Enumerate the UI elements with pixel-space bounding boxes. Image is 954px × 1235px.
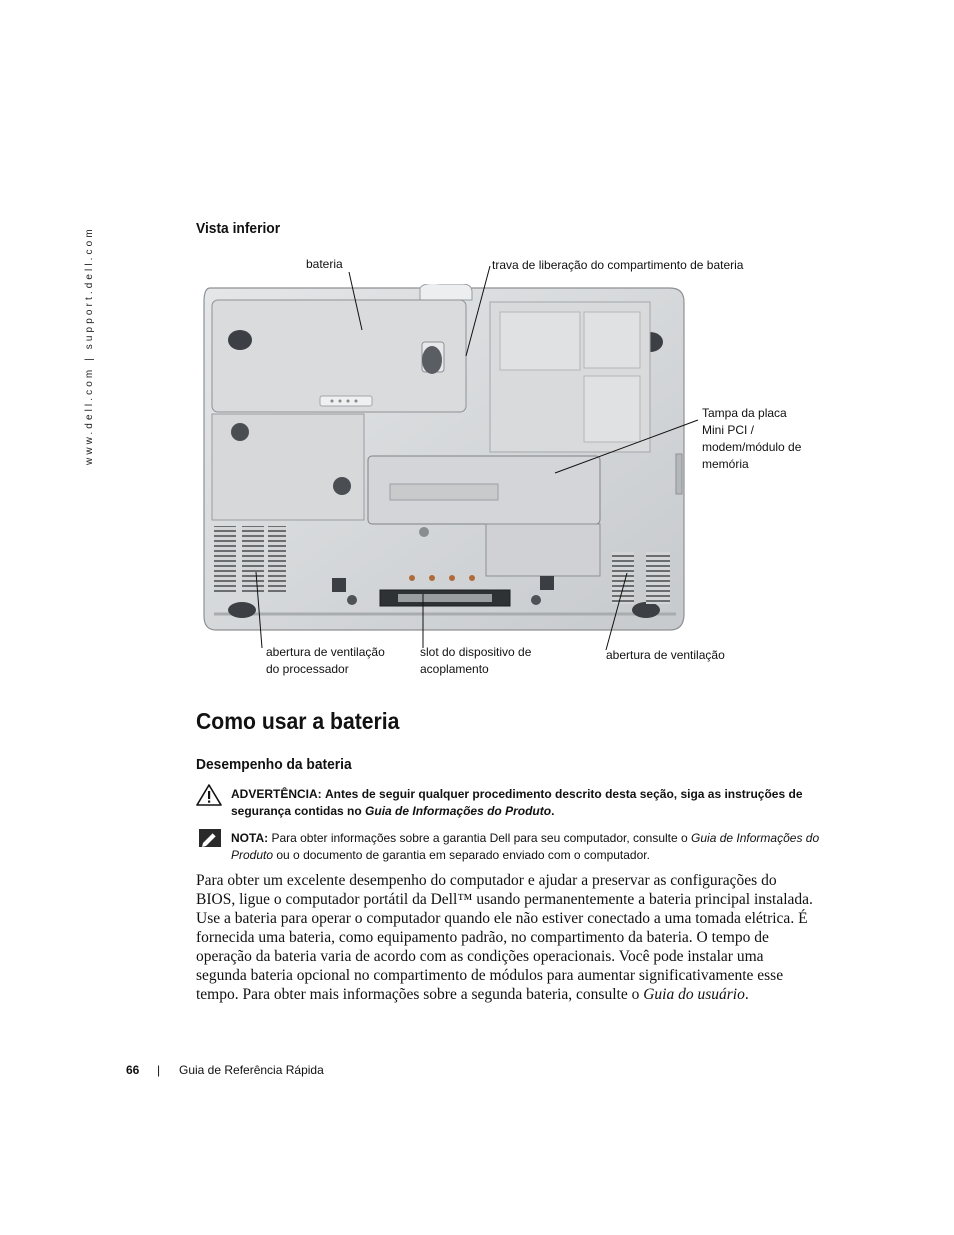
page-number-text: 66: [126, 1063, 140, 1077]
leader-latch: [466, 266, 490, 356]
footer-title: Guia de Referência Rápida: [179, 1063, 324, 1077]
note-doc-title: Guia de Informações do Produto: [231, 831, 820, 862]
note-body: Para obter informações sobre a garantia Dell para seu computador, consulte o: [271, 831, 688, 845]
leader-minipci: [555, 420, 698, 473]
note-text: [231, 830, 821, 864]
page-number: [126, 1063, 139, 1077]
callout-vent: abertura de ventilação: [606, 648, 725, 662]
paragraph-text: Para obter um excelente desempenho do computador e ajudar a preservar as configurações do BIOS, ligue o computador portátil da Dell™ usando permanentemente a bateria principal instalada. Use a bateria para operar o computador quando ele não estiver conectado a uma tomada elétrica. É fornecida uma bateria, como equipamento padrão, no compartimento da bateria. O tempo de operação da bateria varia de acordo com as condições operacionais. Você pode instalar uma segunda bateria opcional no compartimento de módulos para aumentar significativamente esse tempo. Para obter mais informações sobre a segunda bateria, consulte o: [196, 872, 813, 1003]
leader-cpu-vent: [256, 572, 262, 648]
callout-minipci-line4: memória: [702, 457, 749, 471]
body-paragraph: [196, 871, 816, 1004]
paragraph-end: .: [744, 986, 749, 1003]
callout-minipci: [702, 405, 801, 473]
note-label: NOTA:: [231, 831, 269, 845]
warning-doc-title: Guia de Informações do Produto: [365, 804, 552, 818]
side-url-text: www.dell.com | support.dell.com: [84, 226, 95, 465]
main-heading: Como usar a bateria: [196, 708, 400, 734]
callout-minipci-line2: Mini PCI /: [702, 423, 755, 437]
callout-cpu-vent-line2: do processador: [266, 662, 349, 676]
warning-icon: [196, 784, 222, 806]
callout-docking-slot: [420, 644, 531, 678]
callout-dock-line1: slot do dispositivo de: [420, 645, 532, 659]
callout-battery-latch: trava de liberação do compartimento de bateria: [492, 258, 744, 272]
note-pencil-icon: [198, 828, 222, 848]
warning-text: [231, 786, 821, 820]
leader-vent: [606, 573, 627, 650]
callout-battery: bateria: [306, 257, 343, 271]
callout-cpu-vent-line1: abertura de ventilação: [266, 645, 385, 659]
section-title: Vista inferior: [196, 220, 281, 237]
sub-heading: Desempenho da bateria: [196, 756, 352, 773]
paragraph-doc-title: Guia do usuário: [643, 986, 745, 1003]
leader-battery: [349, 272, 362, 330]
callout-dock-line2: acoplamento: [420, 662, 489, 676]
callout-minipci-line3: modem/módulo de: [702, 440, 802, 454]
warning-body: Antes de seguir qualquer procedimento descrito desta seção, siga as instruções de segurança contidas no: [231, 787, 803, 818]
note-body-end: ou o documento de garantia em separado enviado com o computador.: [276, 848, 650, 862]
warning-label: ADVERTÊNCIA:: [231, 787, 322, 801]
callout-minipci-line1: Tampa da placa: [702, 406, 787, 420]
callout-cpu-vent: [266, 644, 385, 678]
warning-end: .: [551, 804, 555, 818]
footer-separator: |: [157, 1063, 161, 1077]
